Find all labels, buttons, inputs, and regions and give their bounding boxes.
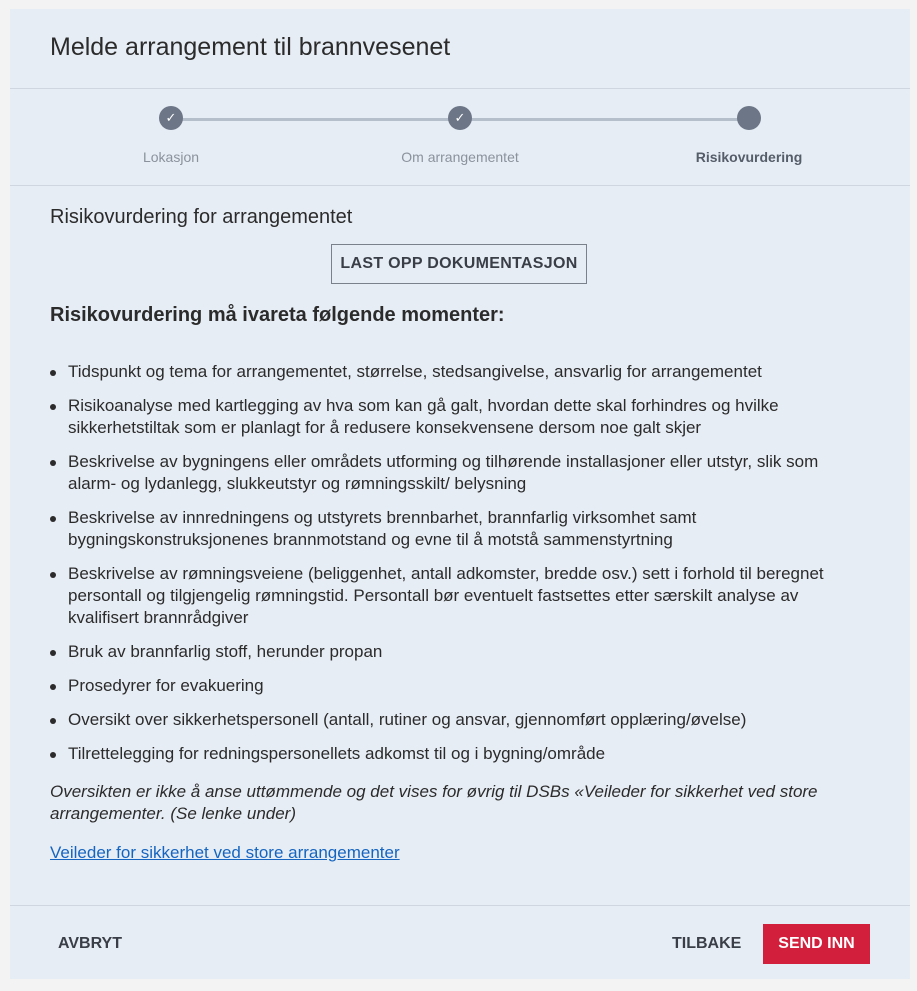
- report-event-dialog: [10, 9, 910, 979]
- upload-wrap: [48, 244, 870, 284]
- moments-list: [50, 361, 870, 765]
- step-lokasjon-check-icon[interactable]: ✓: [159, 106, 183, 130]
- section-title: Risikovurdering for arrangementet: [50, 206, 353, 228]
- step-om-arrangementet-check-icon[interactable]: ✓: [448, 106, 472, 130]
- step-risikovurdering-circle-icon: [737, 106, 761, 130]
- step-label-om-arrangementet[interactable]: Om arrangementet: [401, 149, 519, 165]
- list-item: Oversikt over sikkerhetspersonell (antall, rutiner og ansvar, gjennomført opplæring/øvelse): [50, 709, 870, 731]
- list-item: Beskrivelse av rømningsveiene (beliggenhet, antall adkomster, bredde osv.) sett i forhold til beregnet persontall og tilgjengelig rømningstid. Persontall bør eventuelt fastsettes etter særskilt analyse av kvalifisert brannrådgiver: [50, 563, 870, 629]
- list-item: Beskrivelse av innredningens og utstyrets brennbarhet, brannfarlig virksomhet samt bygningskonstruksjonenes brannmotstand og evne til å motstå sammenstyrtning: [50, 507, 870, 551]
- disclaimer-note: Oversikten er ikke å anse uttømmende og det vises for øvrig til DSBs «Veileder for sikkerhet ved store arrangementer. (Se lenke under): [50, 782, 818, 823]
- submit-button[interactable]: SEND INN: [763, 924, 870, 964]
- list-item: Bruk av brannfarlig stoff, herunder propan: [50, 641, 870, 663]
- list-item: Prosedyrer for evakuering: [50, 675, 870, 697]
- stepper: [10, 89, 910, 186]
- cancel-button[interactable]: AVBRYT: [58, 924, 122, 964]
- dialog-header: [10, 9, 910, 89]
- list-item: Tilrettelegging for redningspersonellets adkomst til og i bygning/område: [50, 743, 870, 765]
- moments-title: Risikovurdering må ivareta følgende momenter:: [50, 304, 505, 326]
- list-item: Tidspunkt og tema for arrangementet, størrelse, stedsangivelse, ansvarlig for arrangementet: [50, 361, 870, 383]
- back-button[interactable]: TILBAKE: [672, 924, 741, 964]
- step-label-lokasjon[interactable]: Lokasjon: [142, 149, 200, 165]
- guide-link[interactable]: Veileder for sikkerhet ved store arrangementer: [50, 843, 400, 862]
- dialog-footer: [10, 905, 910, 979]
- upload-documentation-button[interactable]: LAST OPP DOKUMENTASJON: [331, 244, 587, 284]
- list-item: Beskrivelse av bygningens eller områdets utforming og tilhørende installasjoner eller utstyr, slik som alarm- og lydanlegg, slukkeutstyr og rømningsskilt/ belysning: [50, 451, 870, 495]
- dialog-title: Melde arrangement til brannvesenet: [50, 33, 451, 61]
- step-label-risikovurdering: Risikovurdering: [695, 149, 803, 165]
- list-item: Risikoanalyse med kartlegging av hva som kan gå galt, hvordan dette skal forhindres og hvilke sikkerhetstiltak som er planlagt for å redusere konsekvensene dersom noe galt skjer: [50, 395, 870, 439]
- dialog-content: [10, 186, 910, 863]
